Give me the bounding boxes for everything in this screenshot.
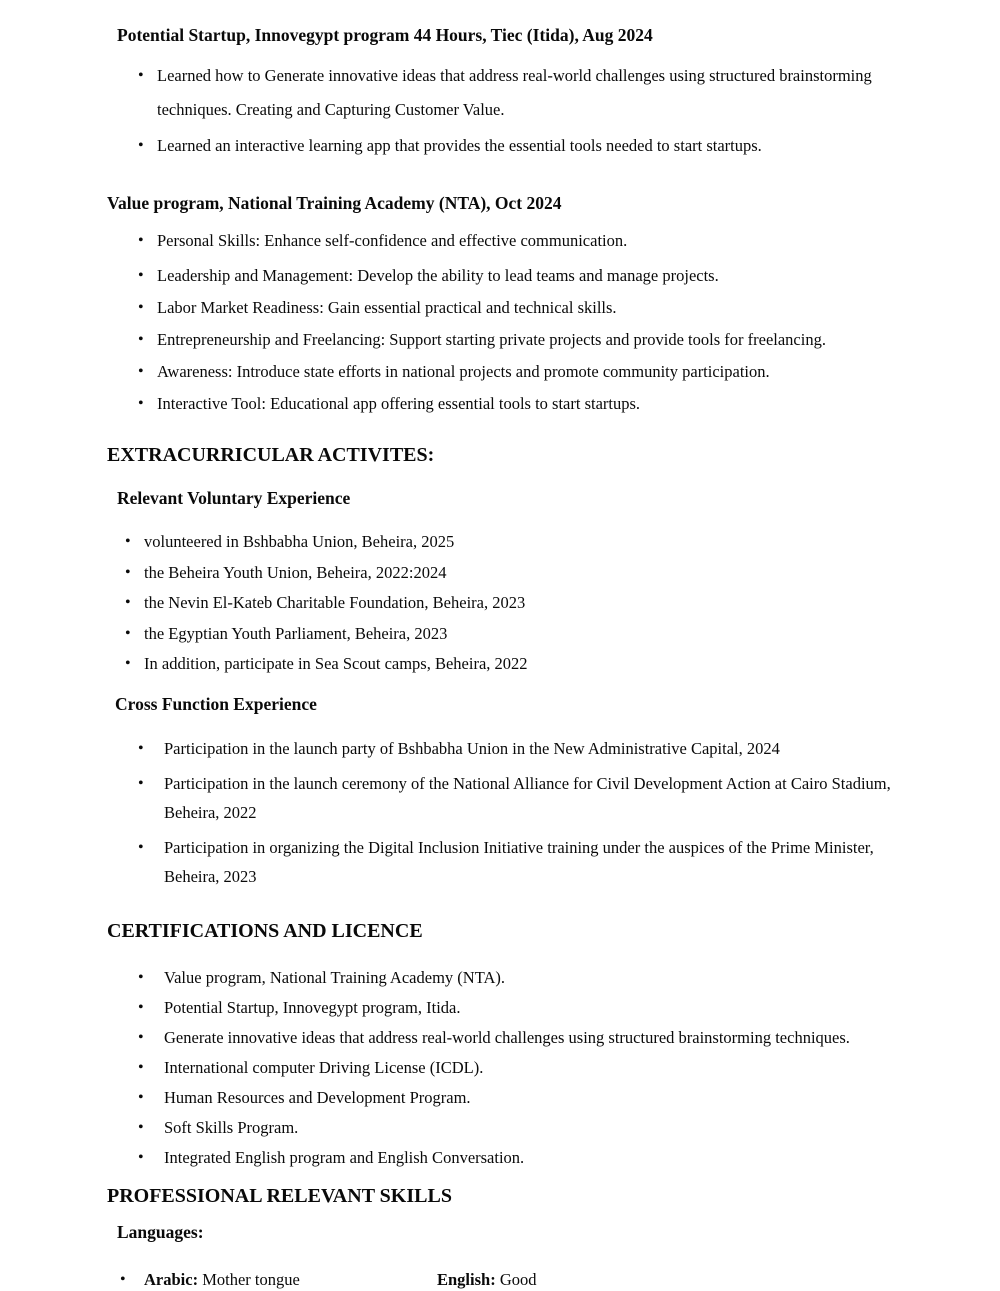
bullet-item: • Soft Skills Program. bbox=[164, 1113, 904, 1142]
bullet-item: • Personal Skills: Enhance self-confidence and effective communication. bbox=[157, 227, 904, 254]
language-level: Good bbox=[499, 1269, 537, 1289]
bullet-item: • Awareness: Introduce state efforts in national projects and promote community participation. bbox=[157, 358, 904, 385]
section-heading-extracurricular: EXTRACURRICULAR ACTIVITES: bbox=[107, 444, 435, 466]
training-entry-potential-startup bbox=[107, 24, 904, 163]
section-heading-skills: PROFESSIONAL RELEVANT SKILLS bbox=[107, 1184, 452, 1207]
bullet-item: • Generate innovative ideas that address real-world challenges using structured brainstorming techniques. bbox=[164, 1023, 904, 1052]
bullet-item: • the Egyptian Youth Parliament, Beheira, 2023 bbox=[144, 619, 904, 650]
bullet-item: • Learned how to Generate innovative ideas that address real-world challenges using structured brainstorming techniques. Creating and Capturing Customer Value. bbox=[157, 59, 904, 127]
language-name: English: bbox=[437, 1269, 496, 1289]
language-name: Arabic: bbox=[144, 1269, 199, 1289]
bullet-item: • Interactive Tool: Educational app offering essential tools to start startups. bbox=[157, 390, 904, 417]
section-heading-certifications: CERTIFICATIONS AND LICENCE bbox=[107, 919, 423, 942]
bullet-item: • Participation in the launch party of Bshbabha Union in the New Administrative Capital, 2024 bbox=[164, 734, 904, 763]
bullet-item: • Participation in organizing the Digital Inclusion Initiative training under the auspices of the Prime Minister, Beheira, 2023 bbox=[164, 833, 904, 891]
bullet-item: • volunteered in Bshbabha Union, Beheira, 2025 bbox=[144, 527, 904, 558]
bullet-item: • Potential Startup, Innovegypt program, Itida. bbox=[164, 993, 904, 1022]
cross-function-bullet-list bbox=[107, 734, 904, 891]
bullet-item: • Human Resources and Development Program. bbox=[164, 1083, 904, 1112]
certifications-section bbox=[107, 919, 904, 1172]
skills-section bbox=[107, 1184, 904, 1291]
bullet-item: • Integrated English program and English Conversation. bbox=[164, 1143, 904, 1172]
training-bullet-list bbox=[107, 59, 904, 163]
bullet-item: • Learned an interactive learning app that provides the essential tools needed to start startups. bbox=[157, 129, 904, 163]
bullet-item: • the Nevin El-Kateb Charitable Foundation, Beheira, 2023 bbox=[144, 588, 904, 619]
training-bullet-list bbox=[107, 227, 904, 417]
bullet-item: • the Beheira Youth Union, Beheira, 2022:2024 bbox=[144, 558, 904, 589]
job-heading: Potential Startup, Innovegypt program 44 Hours, Tiec (Itida), Aug 2024 bbox=[117, 25, 653, 45]
bullet-item: • Labor Market Readiness: Gain essential practical and technical skills. bbox=[157, 294, 904, 321]
extracurricular-section bbox=[107, 443, 904, 891]
bullet-item: • In addition, participate in Sea Scout camps, Beheira, 2022 bbox=[144, 649, 904, 680]
language-item-arabic bbox=[144, 1269, 437, 1291]
subheading-languages: Languages: bbox=[117, 1221, 204, 1242]
voluntary-bullet-list bbox=[107, 527, 904, 680]
languages-row bbox=[144, 1269, 904, 1291]
training-entry-value-program bbox=[107, 192, 904, 417]
subheading-cross-function: Cross Function Experience bbox=[115, 693, 317, 714]
job-heading: Value program, National Training Academy (NTA), Oct 2024 bbox=[107, 193, 562, 213]
subheading-voluntary-experience: Relevant Voluntary Experience bbox=[117, 488, 351, 508]
bullet-item: • Participation in the launch ceremony of the National Alliance for Civil Development Action at Cairo Stadium, Beheira, 2022 bbox=[164, 769, 904, 827]
certifications-bullet-list bbox=[107, 963, 904, 1172]
bullet-item: • Entrepreneurship and Freelancing: Support starting private projects and provide tools for freelancing. bbox=[157, 326, 904, 353]
language-item-english bbox=[437, 1269, 537, 1291]
bullet-item: • Leadership and Management: Develop the ability to lead teams and manage projects. bbox=[157, 262, 904, 289]
bullet-item: • International computer Driving License (ICDL). bbox=[164, 1053, 904, 1082]
language-level: Mother tongue bbox=[202, 1269, 300, 1289]
bullet-item: • Value program, National Training Academy (NTA). bbox=[164, 963, 904, 992]
